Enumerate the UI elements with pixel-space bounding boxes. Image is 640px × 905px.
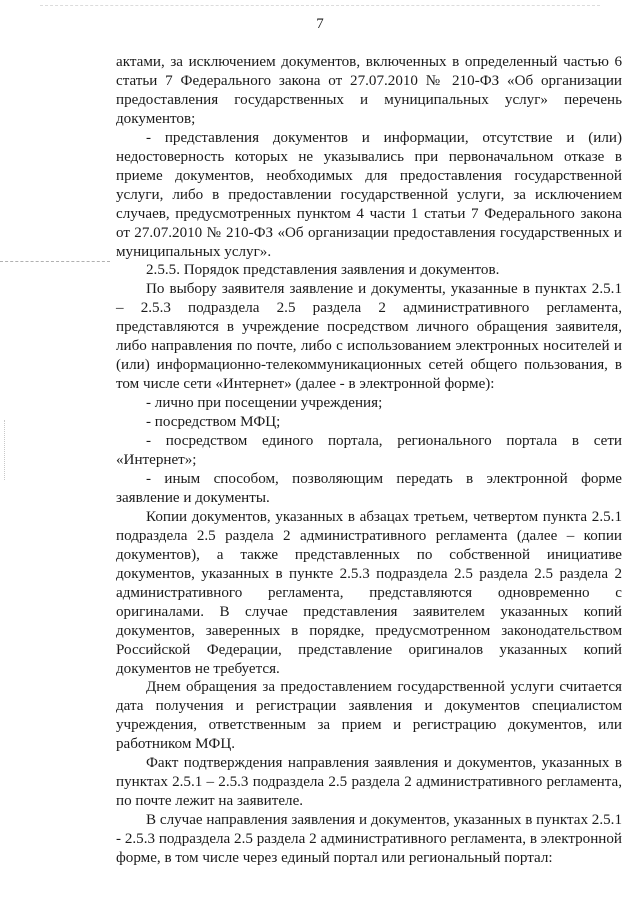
list-item: - посредством единого портала, регионального портала в сети «Интернет»; [116,433,622,469]
paragraph: Факт подтверждения направления заявления и документов, указанных в пунктах 2.5.1 – 2.5.3 подраздела 2.5 раздела 2 административного регламента, по почте лежит на заявителе. [116,755,622,810]
scan-artifact-fold [0,261,110,262]
paragraph: Днем обращения за предоставлением государственной услуги считается дата получения и регистрации заявления и документов специалистом учреждения, ответственным за прием и регистрацию документов, или работником МФЦ. [116,679,622,753]
page-number: 7 [316,16,324,32]
paragraph: Копии документов, указанных в абзацах третьем, четвертом пункта 2.5.1 подраздела 2.5 раздела 2 административного регламента (далее – копии документов), а также представленных по собственной инициативе документов, указанных в пункте 2.5.3 подраздела 2.5 раздела 2.5 раздела 2 административного регламента, представляются одновременно с оригиналами. В случае представления заявителем указанных копий документов, заверенных в порядке, предусмотренном законодательством Российской Федерации, представление оригиналов указанных копий документов не требуется. [116,508,622,677]
list-item: - иным способом, позволяющим передать в электронной форме заявление и документы. [116,470,622,506]
paragraph: актами, за исключением документов, включенных в определенный частью 6 статьи 7 Федерального закона от 27.07.2010 № 210-ФЗ «Об организации предоставления государственных и муниципальных услуг» перечень документов; [116,54,622,127]
scan-artifact-edge [4,420,5,480]
paragraph: - представления документов и информации, отсутствие и (или) недостоверность которых не указывались при первоначальном отказе в приеме документов, необходимых для предоставления государственной услуги, либо в предоставлении государственной услуги, за исключением случаев, предусмотренных пунктом 4 части 1 статьи 7 Федерального закона от 27.07.2010 № 210-ФЗ «Об организации предоставления государственных и муниципальных услуг». [116,129,622,260]
document-body [116,53,622,868]
list-item: - лично при посещении учреждения; [146,395,383,412]
paragraph: По выбору заявителя заявление и документы, указанные в пунктах 2.5.1 – 2.5.3 подраздела 2.5 раздела 2 административного регламента, представляются в учреждение посредством личного обращения заявителя, либо направления по почте, либо с использованием электронных носителей и (или) информационно-телекоммуникационных сетей общего пользования, в том числе сети «Интернет» (далее - в электронной форме): [116,281,622,393]
section-heading: 2.5.5. Порядок представления заявления и документов. [146,262,500,279]
paragraph: В случае направления заявления и документов, указанных в пунктах 2.5.1 - 2.5.3 подраздела 2.5 раздела 2 административного регламента, в электронной форме, в том числе через единый портал или региональный портал: [116,812,622,867]
list-item: - посредством МФЦ; [146,414,281,431]
scan-artifact-top [40,5,600,6]
